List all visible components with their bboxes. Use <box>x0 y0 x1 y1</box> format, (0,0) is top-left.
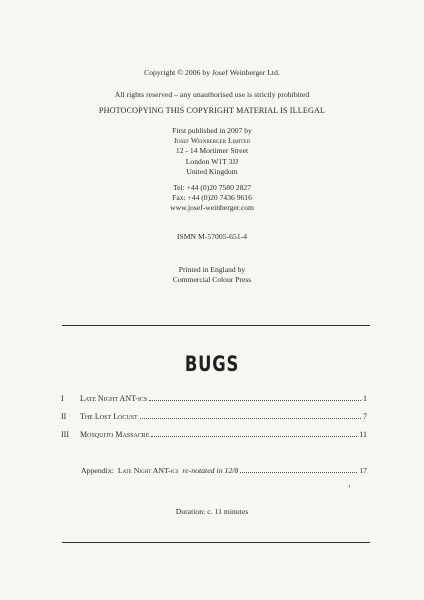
publisher-country: United Kingdom <box>186 166 238 176</box>
photocopy-warning: PHOTOCOPYING THIS COPYRIGHT MATERIAL IS ILLEGAL <box>98 106 326 115</box>
duration-line: Duration: c. 11 minutes <box>175 507 249 516</box>
publisher-block <box>0 126 424 177</box>
appendix-leader <box>240 464 357 473</box>
printer-name: Commercial Colour Press <box>172 275 252 285</box>
toc-entry <box>61 410 367 422</box>
ismn-line: ISMN M-57005-651-4 <box>176 232 248 241</box>
toc-number: III <box>61 430 69 439</box>
print-speck <box>349 485 350 487</box>
appendix-prefix: Appendix: <box>81 466 114 475</box>
rights-line: All rights reserved – any unauthorised use is strictly prohibited <box>114 90 310 99</box>
fax-line: Fax: +44 (0)20 7436 9616 <box>172 193 252 203</box>
first-published-line: First published in 2007 by <box>172 126 252 135</box>
copyright-line: Copyright © 2006 by Josef Weinberger Ltd. <box>144 68 280 77</box>
appendix-entry <box>81 464 367 476</box>
toc-entry <box>61 392 367 404</box>
toc-leader <box>140 410 361 419</box>
bottom-divider <box>62 542 370 543</box>
toc-title: The Lost Locust <box>80 412 138 421</box>
toc-page: 7 <box>363 412 367 421</box>
work-title: BUGS <box>184 352 240 376</box>
toc-page: 1 <box>363 394 367 403</box>
publisher-street: 12 - 14 Mortimer Street <box>175 146 249 156</box>
telephone-line: Tel: +44 (0)20 7580 2827 <box>173 183 251 192</box>
toc-title: Late Night ANT-ics <box>80 394 148 403</box>
toc-number: I <box>61 394 64 403</box>
publisher-city: London W1T 3JJ <box>185 156 239 166</box>
toc-number: II <box>61 412 67 421</box>
publisher-name: Josef Weinberger Limited <box>173 136 251 146</box>
contact-block <box>0 183 424 214</box>
website-line: www.josef-weinberger.com <box>170 203 254 213</box>
toc-leader <box>149 392 361 401</box>
top-divider <box>62 325 370 326</box>
appendix-note: re-notated in 12/8 <box>182 466 239 475</box>
printed-in-line: Printed in England by <box>178 265 246 274</box>
printing-block <box>0 265 424 285</box>
toc-leader <box>151 428 357 437</box>
toc-page: 11 <box>359 430 367 439</box>
toc-entry <box>61 428 367 440</box>
appendix-page: 17 <box>359 466 367 475</box>
appendix-label <box>81 465 238 477</box>
appendix-title: Late Night ANT-ics <box>117 466 179 475</box>
toc-title: Mosquito Massacre <box>80 430 150 439</box>
